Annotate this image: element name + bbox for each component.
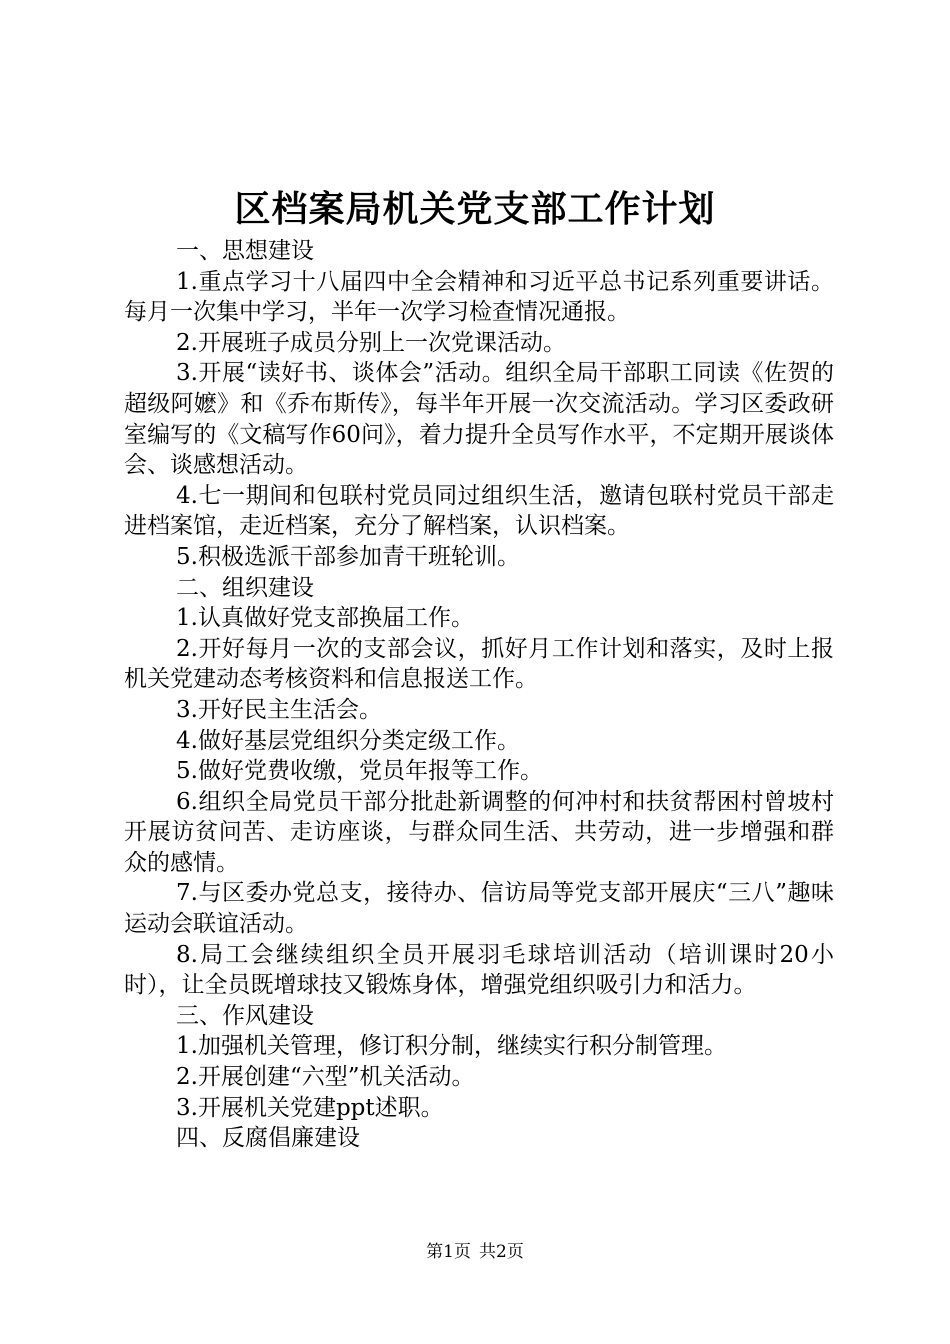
- page-number: 第1页: [426, 1242, 471, 1262]
- page-total: 共2页: [479, 1242, 524, 1262]
- section-heading-thought: 一、思想建设: [176, 238, 314, 264]
- paragraph: 2.开展创建“六型”机关活动。: [176, 1064, 475, 1091]
- page-footer: [0, 1240, 950, 1264]
- paragraph: 3.开展机关党建ppt述职。: [176, 1094, 444, 1121]
- document-body: [124, 236, 834, 1154]
- section-heading-style: 三、作风建设: [176, 1002, 314, 1029]
- paragraph: 7.与区委办党总支，接待办、信访局等党支部开展庆“三八”趣味运动会联谊活动。: [124, 880, 834, 938]
- paragraph: 3.开好民主生活会。: [176, 696, 382, 723]
- paragraph: 6.组织全局党员干部分批赴新调整的何冲村和扶贫帮困村曾坡村开展访贫问苦、走访座谈，与群众同生活、共劳动，进一步增强和群众的感情。: [124, 788, 834, 876]
- paragraph: 2.开展班子成员分别上一次党课活动。: [176, 329, 566, 356]
- paragraph: 1.认真做好党支部换届工作。: [176, 605, 474, 632]
- section-heading-organization: 二、组织建设: [176, 574, 314, 601]
- paragraph: 1.加强机关管理，修订积分制，继续实行积分制管理。: [176, 1033, 727, 1060]
- paragraph: 4.七一期间和包联村党员同过组织生活，邀请包联村党员干部走进档案馆，走近档案，充分了解档案，认识档案。: [124, 482, 834, 540]
- paragraph: 3.开展“读好书、谈体会”活动。组织全局干部职工同读《佐贺的超级阿嬷》和《乔布斯传》，每半年开展一次交流活动。学习区委政研室编写的《文稿写作60问》，着力提升全员写作水平，不定期开展谈体会、谈感想活动。: [124, 360, 834, 479]
- section-heading-anticorruption: 四、反腐倡廉建设: [176, 1125, 360, 1152]
- paragraph: 5.积极选派干部参加青干班轮训。: [176, 543, 520, 570]
- paragraph: 2.开好每月一次的支部会议，抓好月工作计划和落实，及时上报机关党建动态考核资料和信息报送工作。: [124, 635, 834, 693]
- paragraph: 8.局工会继续组织全员开展羽毛球培训活动（培训课时20小时），让全员既增球技又锻炼身体，增强党组织吸引力和活力。: [124, 941, 834, 999]
- paragraph: 1.重点学习十八届四中全会精神和习近平总书记系列重要讲话。每月一次集中学习，半年一次学习检查情况通报。: [124, 268, 834, 326]
- paragraph: 4.做好基层党组织分类定级工作。: [176, 727, 520, 754]
- paragraph: 5.做好党费收缴，党员年报等工作。: [176, 758, 543, 785]
- document-title: 区档案局机关党支部工作计划: [234, 188, 716, 230]
